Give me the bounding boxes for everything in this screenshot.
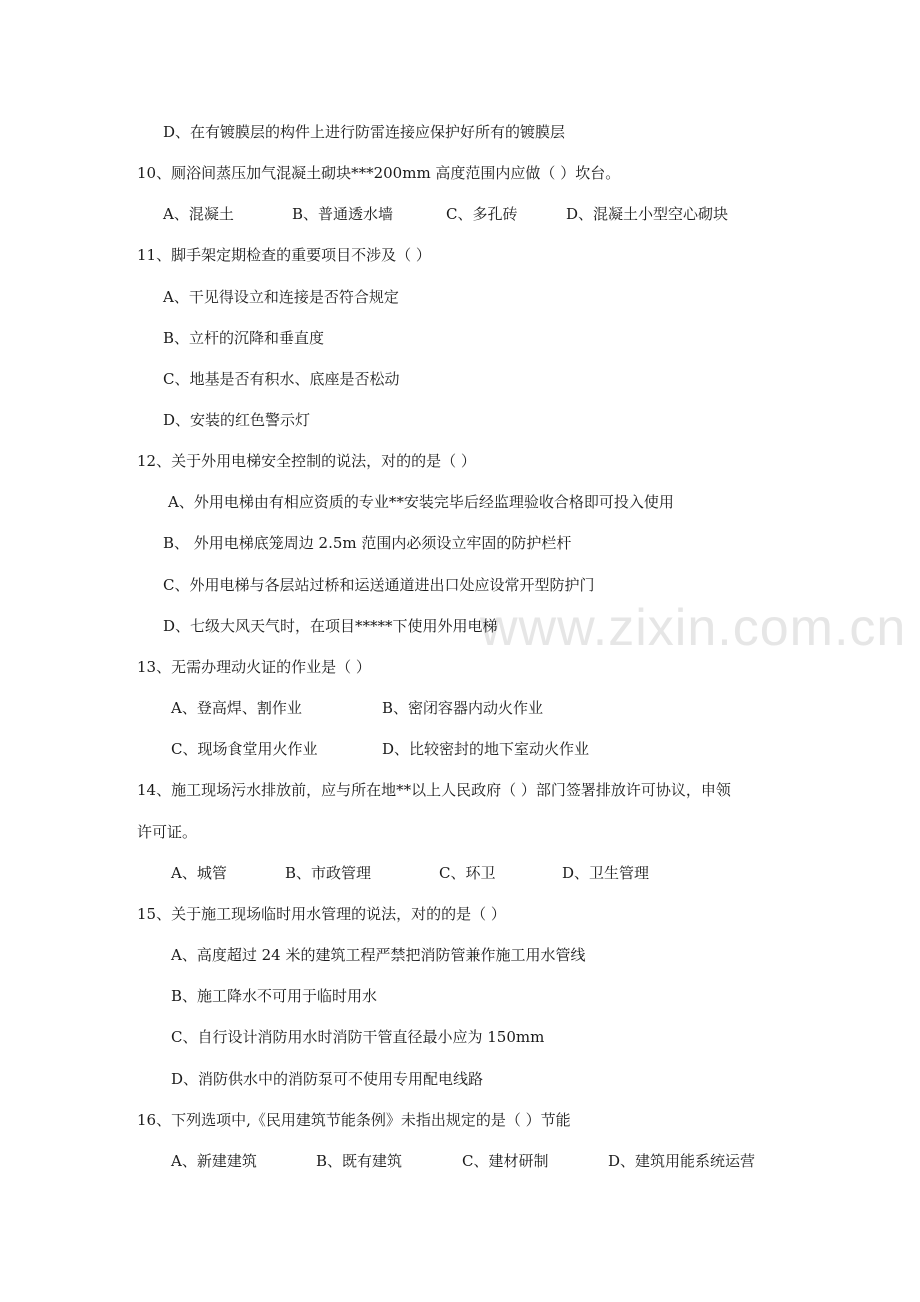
q10-option-b: B、普通透水墙 [292, 205, 394, 223]
q11-option-d: D、安装的红色警示灯 [163, 411, 311, 429]
question-14-continued: 许可证。 [137, 823, 198, 841]
q14-option-c: C、环卫 [439, 864, 496, 882]
q16-option-d: D、建筑用能系统运营 [608, 1152, 756, 1170]
q12-option-a: A、外用电梯由有相应资质的专业**安装完毕后经监理验收合格即可投入使用 [168, 493, 674, 511]
q11-option-c: C、地基是否有积水、底座是否松动 [163, 370, 400, 388]
question-13: 13、无需办理动火证的作业是（ ） [137, 658, 371, 676]
q13-option-c: C、现场食堂用火作业 [171, 740, 318, 758]
q15-option-d: D、消防供水中的消防泵可不使用专用配电线路 [171, 1070, 484, 1088]
q14-option-a: A、城管 [171, 864, 227, 882]
q12-option-d: D、七级大风天气时，在项目*****下使用外用电梯 [163, 617, 498, 635]
q14-option-d: D、卫生管理 [562, 864, 650, 882]
q15-option-b: B、施工降水不可用于临时用水 [171, 987, 378, 1005]
q12-option-c: C、外用电梯与各层站过桥和运送通道进出口处应设常开型防护门 [163, 576, 595, 594]
question-14: 14、施工现场污水排放前，应与所在地**以上人民政府（ ）部门签署排放许可协议，申领 [137, 781, 731, 799]
q10-option-c: C、多孔砖 [446, 205, 518, 223]
question-10: 10、厕浴间蒸压加气混凝土砌块***200mm 高度范围内应做（ ）坎台。 [137, 164, 621, 182]
q11-option-a: A、干见得设立和连接是否符合规定 [163, 288, 399, 306]
watermark: www.zixin.com.cn [480, 599, 907, 657]
q10-option-a: A、混凝土 [163, 205, 234, 223]
q16-option-c: C、建材研制 [462, 1152, 549, 1170]
q10-option-d: D、混凝土小型空心砌块 [566, 205, 729, 223]
q9-option-d: D、在有镀膜层的构件上进行防雷连接应保护好所有的镀膜层 [163, 123, 566, 141]
q12-option-b: B、 外用电梯底笼周边 2.5m 范围内必须设立牢固的防护栏杆 [163, 534, 572, 552]
q13-option-d: D、比较密封的地下室动火作业 [382, 740, 590, 758]
q16-option-a: A、新建建筑 [171, 1152, 257, 1170]
q15-option-a: A、高度超过 24 米的建筑工程严禁把消防管兼作施工用水管线 [171, 946, 586, 964]
question-11: 11、脚手架定期检查的重要项目不涉及（ ） [137, 246, 431, 264]
question-16: 16、下列选项中,《民用建筑节能条例》未指出规定的是（ ）节能 [137, 1111, 571, 1129]
q13-option-a: A、登高焊、割作业 [171, 699, 302, 717]
question-15: 15、关于施工现场临时用水管理的说法，对的的是（ ） [137, 905, 506, 923]
q11-option-b: B、立杆的沉降和垂直度 [163, 329, 325, 347]
q14-option-b: B、市政管理 [285, 864, 372, 882]
question-12: 12、关于外用电梯安全控制的说法，对的的是（ ） [137, 452, 476, 470]
q15-option-c: C、自行设计消防用水时消防干管直径最小应为 150mm [171, 1028, 545, 1046]
q13-option-b: B、密闭容器内动火作业 [382, 699, 544, 717]
q16-option-b: B、既有建筑 [316, 1152, 403, 1170]
